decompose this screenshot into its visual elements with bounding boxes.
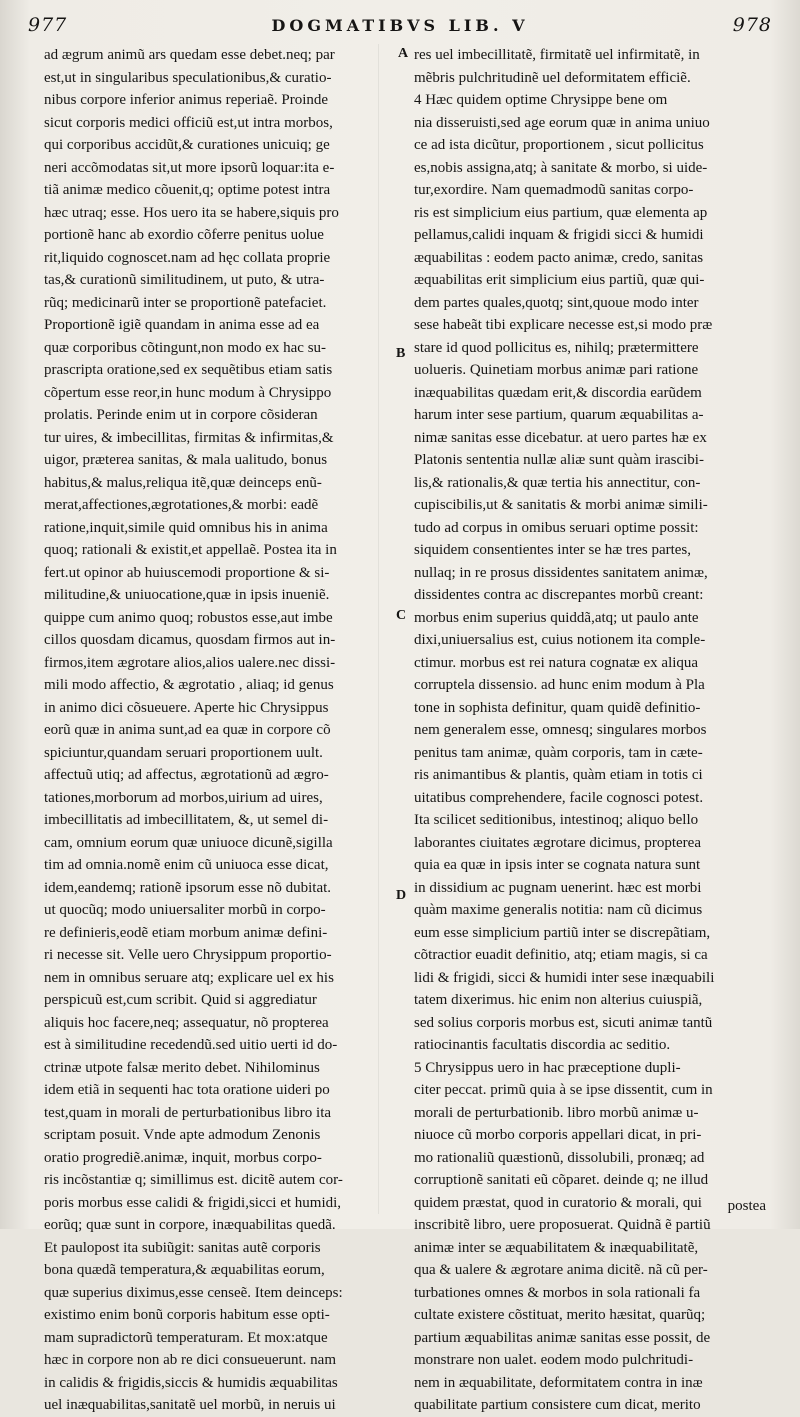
text-line: inscribitẽ libro, uere proposuerat. Quidnã ẽ partiũ [414, 1217, 711, 1233]
text-line: ratione,inquit,simile quid omnibus his in anima [44, 519, 328, 536]
text-line: uitatibus comprehendere, facile cognosci potest. [414, 789, 704, 806]
text-line: nem in æquabilitate, deformitatem contra in inæ [414, 1374, 703, 1391]
text-line: tone in sophista definitur, quam quidẽ definitio- [414, 699, 701, 716]
text-line: siquidem consentientes inter se hæ tres partes, [414, 542, 692, 558]
text-line: quia ea quæ in ipsis inter se cognata natura sunt [414, 857, 701, 873]
text-line: tatem dixerimus. hic enim non alterius cuiuspiã, [414, 992, 703, 1008]
text-line: nem in omnibus seruare atq; explicare uel ex his [44, 969, 334, 986]
text-line: dissidentes contra ac discrepantes morbũ creant: [414, 587, 704, 603]
text-line: corruptionẽ sanitati eũ cõparet. deinde q; ne illud [414, 1172, 709, 1188]
text-line: ris incõstantiæ q; simillimus est. dicitẽ autem cor- [44, 1172, 343, 1188]
text-line: tas,& curationũ similitudinem, ut puto, & utra- [44, 272, 325, 288]
text-line: imbecillitatis ad imbecillitatem, &, ut semel di- [44, 812, 329, 828]
margin-letter-b: B [396, 346, 406, 361]
text-line: existimo enim bonũ corporis habitum esse opti- [44, 1307, 330, 1323]
text-line: affectuũ utiq; ad affectus, ægrotationũ ad ægro- [44, 767, 329, 783]
text-line: tur,exordire. Nam quemadmodũ sanitas corpo- [414, 182, 694, 198]
text-line: spiciuntur,quandam seruari proportionem uult. [44, 744, 323, 761]
text-line: dixi,uniuersalius est, cuius notionem ita comple- [414, 632, 706, 648]
text-line: in calidis & frigidis,siccis & humidis æquabilitas [44, 1374, 338, 1391]
text-line: tiã animæ medico cõuenit,q; optime potest intra [44, 182, 331, 198]
text-line: qui corporibus accidũt,& curationes unicuiq; ge [44, 137, 330, 153]
text-line: merat,affectiones,ægrotationes,& morbi: eadẽ [44, 497, 319, 513]
text-line: turbationes omnes & morbos in sola rationali fa [414, 1284, 701, 1301]
text-line: tim ad omnia.nomẽ enim cũ uniuoca esse dicat, [44, 857, 329, 873]
text-line: cultate existere cõstituat, merito hæsitat, quarũq; [414, 1307, 706, 1323]
text-line: militudine,& uniuocatione,quæ in ipsis inueniẽ. [44, 587, 330, 603]
text-line: Proportionẽ igiẽ quandam in anima esse ad ea [44, 317, 320, 333]
text-line: Ita scilicet seditionibus, intestinoq; aliquo bello [414, 812, 699, 828]
text-line: corruptela dissensio. ad hunc enim modum à Pla [414, 677, 705, 693]
text-line: Platonis sententia nullæ aliæ sunt quàm irascibi- [414, 452, 704, 468]
text-line: uigor, præterea sanitas, & mala ualitudo, bonus [44, 452, 328, 468]
text-line: citer peccat. primũ quia à se ipse dissentit, cum in [414, 1082, 713, 1098]
text-line: cõpertum esse reor,in hunc modum à Chrysippo [44, 384, 332, 401]
text-line: es,nobis assigna,atq; à sanitate & morbo, si uide- [414, 159, 708, 176]
text-line: hæc utraq; esse. Hos uero ita se habere,siquis pro [44, 204, 339, 221]
text-line: ad ægrum animũ ars quedam esse debet.neq; par [44, 47, 335, 63]
text-line: animæ inter se æquabilitatem & inæquabilitatẽ, [414, 1239, 699, 1256]
text-line: 5 Chrysippus uero in hac præceptione dupli- [414, 1059, 681, 1076]
text-line: inæquabilitas quædam erit,& discordia earũdem [414, 384, 702, 401]
text-line: tur uires, & imbecillitas, firmitas & infirmitas,& [44, 429, 334, 446]
text-line: test,quam in morali de perturbationibus libro ita [44, 1104, 332, 1121]
text-line: ris animantibus & plantis, quàm etiam in totis ci [414, 767, 703, 783]
text-line: nullaq; in re prosus dissidentes sanitatem animæ, [414, 564, 708, 581]
left-page-number: 977 [28, 14, 68, 36]
right-page-number: 978 [732, 14, 772, 36]
text-line: bona quædã temperatura,& æquabilitas eorum, [44, 1262, 325, 1278]
text-line: dem partes quales,quotq; sint,quoue modo inter [414, 294, 699, 311]
text-line: lis,& rationalis,& quæ tertia his annectitur, con- [414, 474, 701, 491]
text-line: penitus tam animæ, quàm corporis, tam in cæte- [414, 744, 703, 761]
text-line: hæc in corpore non ab re dici consueuerunt. nam [44, 1352, 336, 1368]
text-line: ri necesse sit. Velle uero Chrysippum proportio- [44, 947, 332, 963]
text-line: quæ superius diximus,esse censeẽ. Item deinceps: [44, 1284, 343, 1301]
text-line: monstrare non ualet. eodem modo pulchritudi- [414, 1352, 694, 1368]
text-line: tudo ad corpus in omibus seruari optime possit: [414, 519, 699, 536]
text-line: sese habeãt tibi explicare necesse est,si modo præ [414, 317, 713, 333]
text-line: rũq; medicinarũ inter se proportionẽ patefaciet. [44, 294, 327, 311]
text-line: Et paulopost ita subiũgit: sanitas autẽ corporis [44, 1239, 321, 1256]
text-line: ut quocũq; modo uniuersaliter morbũ in corpo- [44, 902, 326, 918]
text-line: nem generalem esse, omnesq; singulares morbos [414, 722, 707, 738]
text-line: partium æquabilitas animæ sanitas esse possit, de [414, 1329, 711, 1346]
text-line: ctimur. morbus est rei natura cognatæ ex aliqua [414, 654, 699, 671]
text-line: habitus,& malus,reliqua itẽ,quæ deinceps enũ- [44, 474, 322, 491]
catchword: postea [727, 1198, 766, 1214]
text-line: quidem præstat, quod in curatorio & morali, qui [414, 1194, 702, 1211]
text-line: cõtractior euadit definitio, atq; etiam magis, si ca [414, 947, 708, 963]
text-line: pellamus,calidi inquam & frigidi sicci & humidi [414, 227, 704, 243]
text-line: laborantes ciuitates ægrotare dicimus, propterea [414, 834, 701, 851]
text-line: nimæ sanitas esse dicebatur. at uero partes hæ ex [414, 429, 707, 446]
text-line: quabilitate partium consistere cum dicat, merito [414, 1397, 701, 1413]
text-line: oratio progrediẽ.animæ, inquit, morbus corpo- [44, 1149, 322, 1166]
text-line: prascripta oratione,sed ex sequẽtibus etiam satis [44, 362, 333, 378]
right-text-column [414, 44, 772, 1417]
text-line: mili modo affectio, & ægrotatio , aliaq; id genus [44, 677, 334, 693]
text-line: stare id quod pollicitus es, nihilq; prætermittere [414, 339, 699, 356]
text-line: æquabilitas : eodem pacto animæ, credo, sanitas [414, 249, 704, 266]
margin-letter-c: C [396, 608, 407, 623]
text-line: quippe cum animo quoq; robustos esse,aut imbe [44, 609, 333, 626]
text-line: quàm maxime generalis notitia: nam cũ dicimus [414, 902, 703, 918]
text-line: poris morbus esse calidi & frigidi,sicci et humidi, [44, 1194, 342, 1211]
running-title: DOGMATIBVS LIB. V [271, 16, 529, 35]
text-line: quæ corporibus cõtingunt,non modo ex hac su- [44, 339, 327, 356]
text-line: in animo dici cõsueuere. Aperte hic Chrysippus [44, 699, 329, 716]
text-line: aliquis hoc facere,neq; assequatur, nõ propterea [44, 1014, 329, 1031]
text-line: rit,liquido cognoscet.nam ad hęc collata proprie [44, 249, 331, 266]
text-line: eorũq; quæ sunt in corpore, inæquabilitas quedã. [44, 1217, 336, 1233]
left-text-column [44, 44, 370, 1417]
text-line: sicut corporis medici officiũ est,ut intra morbos, [44, 114, 333, 131]
text-line: portionẽ hanc ab exordio cõferre penitus uolue [44, 227, 324, 243]
margin-letter-d: D [396, 888, 407, 903]
text-line: qua & ualere & ægrotare anima dicitẽ. nã cũ per- [414, 1262, 708, 1278]
text-line: quoq; rationali & existit,et appellaẽ. Postea ita in [44, 542, 337, 558]
text-line: eum esse simplicium partiũ inter se discrepãtiam, [414, 924, 711, 941]
text-line: mam supradictorũ temperaturam. Et mox:atque [44, 1329, 328, 1346]
text-line: ratiocinantis facultatis discordia ac seditio. [414, 1037, 671, 1053]
text-line: tationes,morborum ad morbos,uirium ad uires, [44, 789, 323, 806]
text-line: æquabilitas erit simplicium eius partiũ, quæ qui- [414, 272, 705, 288]
text-line: morali de perturbationib. libro morbũ animæ u- [414, 1104, 699, 1121]
text-line: firmos,item ægrotare alios,alios ualere.nec dissi- [44, 654, 336, 671]
text-line: est,ut in singularibus speculationibus,& curatio- [44, 69, 332, 86]
text-line: nia disseruisti,sed age eorum quæ in anima uniuo [414, 114, 710, 131]
text-line: harum inter sese partium, quarum æquabilitas a- [414, 407, 704, 423]
text-line: uolueris. Quinetiam morbus animæ pari ratione [414, 362, 699, 378]
text-line: ce ad ista dicũtur, proportionem , sicut pollicitus [414, 137, 704, 153]
text-line: idem etiã in sequenti hac tota oratione uideri po [44, 1082, 330, 1098]
text-line: est à similitudine recedendũ.sed uitio uerti id do- [44, 1037, 338, 1053]
column-gutter [378, 44, 379, 1214]
text-line: cam, omnium eorum quæ uniuoce dicunẽ,sigilla [44, 834, 333, 851]
text-line: res uel imbecillitatẽ, firmitatẽ uel infirmitatẽ, in [414, 47, 700, 63]
text-line: morbus enim superius quiddã,atq; ut paulo ante [414, 609, 699, 626]
text-line: prolatis. Perinde enim ut in corpore cõsideran [44, 407, 318, 423]
text-line: neri accõmodatas sit,ut more ipsorũ loquar:ita e- [44, 159, 335, 176]
text-line: perspicuũ est,cum scribit. Quid si aggrediatur [44, 992, 317, 1008]
text-line: scriptam posuit. Vnde apte admodum Zenonis [44, 1127, 321, 1143]
page-header [0, 14, 800, 40]
text-line: mo rationaliũ quæstionũ, dissolubili, pronæq; ad [414, 1149, 705, 1166]
text-line: lidi & frigidi, sicci & humidi inter sese inæquabili [414, 969, 715, 986]
text-line: nibus corpore inferior animus reperiaẽ. Proinde [44, 92, 329, 108]
margin-letter-a: A [398, 46, 409, 61]
text-line: niuoce cũ morbo corporis appellari dicat, in pri- [414, 1127, 702, 1143]
text-line: cupiscibilis,ut & sanitatis & morbi animæ simili- [414, 497, 708, 513]
text-line: eorũ quæ in anima sunt,ad ea quæ in corpore cõ [44, 722, 331, 738]
text-line: idem,eandemq; rationẽ ipsorum esse nõ dubitat. [44, 879, 332, 896]
text-line: fert.ut opinor ab huiuscemodi proportione & si- [44, 564, 330, 581]
text-line: ris est simplicium eius partium, quæ elementa ap [414, 204, 708, 221]
text-line: mẽbris pulchritudinẽ uel deformitatem efficiẽ. [414, 69, 691, 86]
text-line: in dissidium ac pugnam uenerint. hæc est morbi [414, 879, 702, 896]
text-line: cillos quosdam dicamus, quosdam firmos aut in- [44, 632, 336, 648]
text-line: re definieris,eodẽ etiam morbum animæ defini- [44, 924, 328, 941]
text-line: uel inæquabilitas,sanitatẽ uel morbũ, in neruis ui [44, 1397, 336, 1413]
text-line: ctrinæ utpote falsæ merito debet. Nihilominus [44, 1059, 320, 1076]
text-line: sed solius corporis morbus est, sicuti animæ tantũ [414, 1014, 713, 1031]
text-line: 4 Hæc quidem optime Chrysippe bene om [414, 92, 668, 108]
